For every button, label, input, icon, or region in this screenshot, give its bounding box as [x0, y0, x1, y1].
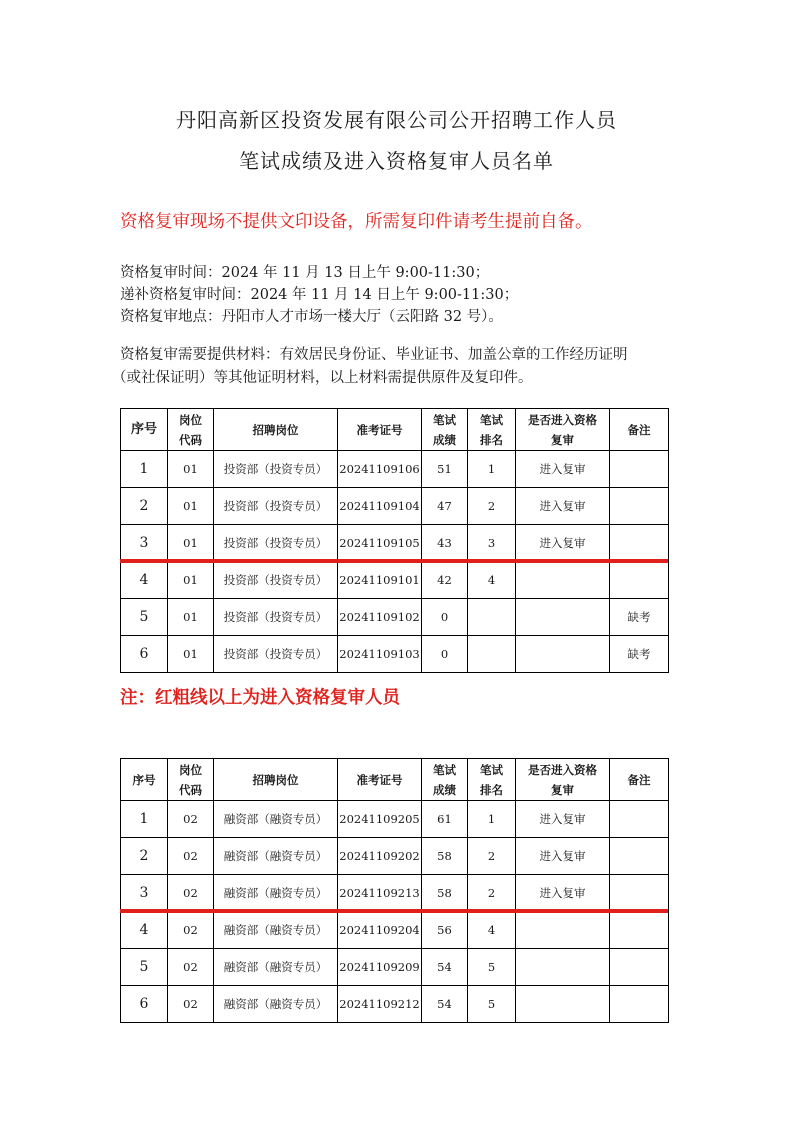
header-code-line1: 岗位 [179, 412, 202, 427]
cell-code: 02 [168, 838, 214, 875]
cell-ticket: 20241109205 [338, 801, 422, 838]
materials-line-1: 资格复审需要提供材料：有效居民身份证、毕业证书、加盖公章的工作经历证明 [120, 347, 628, 363]
cell-position: 投资部（投资专员） [214, 636, 338, 673]
header-rank-line2: 排名 [480, 432, 503, 447]
cell-score: 43 [422, 525, 468, 562]
cell-seq: 1 [121, 801, 168, 838]
table-row [121, 451, 669, 488]
cell-ticket: 20241109204 [338, 912, 422, 949]
cell-code: 02 [168, 986, 214, 1023]
cell-note [610, 986, 669, 1023]
header-score-line1: 笔试 [433, 762, 456, 777]
cell-code: 01 [168, 599, 214, 636]
cell-score: 0 [422, 636, 468, 673]
header-seq: 序号 [121, 409, 168, 451]
cell-seq: 2 [121, 488, 168, 525]
cell-note [610, 562, 669, 599]
table-header-row [121, 409, 669, 451]
cell-code: 02 [168, 949, 214, 986]
table-row [121, 599, 669, 636]
header-score-line1: 笔试 [433, 412, 456, 427]
cell-rank: 4 [468, 562, 516, 599]
table-row [121, 912, 669, 949]
cell-rank: 2 [468, 488, 516, 525]
cell-rank: 5 [468, 986, 516, 1023]
header-note: 备注 [610, 409, 669, 451]
cell-note [610, 488, 669, 525]
header-score [422, 759, 468, 801]
cell-ticket: 20241109101 [338, 562, 422, 599]
cell-position: 投资部（投资专员） [214, 562, 338, 599]
cell-position: 投资部（投资专员） [214, 599, 338, 636]
document-title: 丹阳高新区投资发展有限公司公开招聘工作人员 [176, 108, 617, 132]
review-location: 资格复审地点：丹阳市人才市场一楼大厅（云阳路 32 号）。 [120, 309, 503, 325]
cell-code: 02 [168, 912, 214, 949]
table-row [121, 562, 669, 599]
header-review [516, 759, 610, 801]
cell-score: 58 [422, 875, 468, 912]
cell-code: 01 [168, 562, 214, 599]
review-time: 资格复审时间：2024 年 11 月 13 日上午 9:00-11:30； [120, 265, 490, 281]
header-rank [468, 759, 516, 801]
results-table-financing [120, 758, 669, 1023]
cell-position: 融资部（融资专员） [214, 838, 338, 875]
cell-ticket: 20241109105 [338, 525, 422, 562]
cell-score: 0 [422, 599, 468, 636]
cell-note [610, 912, 669, 949]
cell-ticket: 20241109212 [338, 986, 422, 1023]
header-code [168, 759, 214, 801]
table-row [121, 949, 669, 986]
cell-code: 02 [168, 875, 214, 912]
header-code-line1: 岗位 [179, 762, 202, 777]
table-row [121, 636, 669, 673]
cell-position: 投资部（投资专员） [214, 488, 338, 525]
cell-review [516, 912, 610, 949]
table-row [121, 525, 669, 562]
required-materials [112, 344, 680, 390]
cell-seq: 5 [121, 949, 168, 986]
cell-review: 进入复审 [516, 801, 610, 838]
cell-review [516, 562, 610, 599]
cell-note [610, 875, 669, 912]
cell-position: 融资部（融资专员） [214, 801, 338, 838]
cell-position: 融资部（融资专员） [214, 875, 338, 912]
header-rank-line2: 排名 [480, 782, 503, 797]
cell-note [610, 949, 669, 986]
cell-review: 进入复审 [516, 451, 610, 488]
cell-note [610, 451, 669, 488]
cell-rank: 1 [468, 451, 516, 488]
cell-position: 投资部（投资专员） [214, 451, 338, 488]
cell-score: 56 [422, 912, 468, 949]
cell-review [516, 599, 610, 636]
cell-rank: 3 [468, 525, 516, 562]
cell-ticket: 20241109106 [338, 451, 422, 488]
header-code-line2: 代码 [179, 432, 202, 447]
cell-score: 51 [422, 451, 468, 488]
table-row [121, 875, 669, 912]
header-review [516, 409, 610, 451]
cell-review [516, 986, 610, 1023]
materials-line-2: （或社保证明）等其他证明材料，以上材料需提供原件及复印件。 [112, 370, 533, 386]
cell-ticket: 20241109102 [338, 599, 422, 636]
cell-position: 融资部（融资专员） [214, 949, 338, 986]
cell-note [610, 525, 669, 562]
cell-review: 进入复审 [516, 875, 610, 912]
table-row [121, 986, 669, 1023]
cell-note [610, 838, 669, 875]
cell-ticket: 20241109103 [338, 636, 422, 673]
cell-code: 01 [168, 525, 214, 562]
header-ticket: 准考证号 [338, 759, 422, 801]
header-code-line2: 代码 [179, 782, 202, 797]
header-rank-line1: 笔试 [480, 412, 503, 427]
cell-seq: 4 [121, 562, 168, 599]
header-rank-line1: 笔试 [480, 762, 503, 777]
header-position: 招聘岗位 [214, 759, 338, 801]
table-row [121, 488, 669, 525]
table-header-row [121, 759, 669, 801]
header-review-line2: 复审 [551, 432, 574, 447]
header-seq: 序号 [121, 759, 168, 801]
header-score-line2: 成绩 [433, 432, 456, 447]
cell-rank [468, 599, 516, 636]
cell-seq: 5 [121, 599, 168, 636]
cell-position: 融资部（融资专员） [214, 912, 338, 949]
header-score-line2: 成绩 [433, 782, 456, 797]
cell-score: 54 [422, 986, 468, 1023]
cell-note: 缺考 [610, 636, 669, 673]
cell-review: 进入复审 [516, 525, 610, 562]
cell-seq: 3 [121, 875, 168, 912]
header-review-line1: 是否进入资格 [528, 412, 597, 427]
cell-score: 42 [422, 562, 468, 599]
table-row [121, 838, 669, 875]
cell-seq: 2 [121, 838, 168, 875]
cell-code: 02 [168, 801, 214, 838]
cell-note [610, 801, 669, 838]
cell-code: 01 [168, 451, 214, 488]
cell-note: 缺考 [610, 599, 669, 636]
cell-review [516, 949, 610, 986]
cell-ticket: 20241109209 [338, 949, 422, 986]
cell-rank: 4 [468, 912, 516, 949]
cell-rank: 1 [468, 801, 516, 838]
results-table-investment [120, 408, 669, 673]
cell-seq: 6 [121, 636, 168, 673]
header-position: 招聘岗位 [214, 409, 338, 451]
header-ticket: 准考证号 [338, 409, 422, 451]
cell-seq: 6 [121, 986, 168, 1023]
cell-score: 58 [422, 838, 468, 875]
cell-review [516, 636, 610, 673]
cell-code: 01 [168, 488, 214, 525]
notice-text: 资格复审现场不提供文印设备，所需复印件请考生提前自备。 [120, 212, 593, 232]
header-review-line2: 复审 [551, 782, 574, 797]
header-score [422, 409, 468, 451]
document-subtitle: 笔试成绩及进入资格复审人员名单 [239, 149, 554, 173]
cell-position: 融资部（融资专员） [214, 986, 338, 1023]
makeup-review-time: 递补资格复审时间：2024 年 11 月 14 日上午 9:00-11:30； [120, 287, 519, 303]
cell-rank: 2 [468, 838, 516, 875]
qualification-cutoff-line [120, 559, 668, 563]
qualification-cutoff-line [120, 909, 668, 913]
cell-position: 投资部（投资专员） [214, 525, 338, 562]
cell-rank: 5 [468, 949, 516, 986]
cell-review: 进入复审 [516, 838, 610, 875]
header-code [168, 409, 214, 451]
cell-seq: 4 [121, 912, 168, 949]
header-note: 备注 [610, 759, 669, 801]
cell-ticket: 20241109213 [338, 875, 422, 912]
cell-code: 01 [168, 636, 214, 673]
cell-score: 47 [422, 488, 468, 525]
header-rank [468, 409, 516, 451]
cell-ticket: 20241109202 [338, 838, 422, 875]
footnote-text: 注：红粗线以上为进入资格复审人员 [120, 688, 400, 708]
cell-rank [468, 636, 516, 673]
header-review-line1: 是否进入资格 [528, 762, 597, 777]
cell-score: 54 [422, 949, 468, 986]
table-row [121, 801, 669, 838]
cell-score: 61 [422, 801, 468, 838]
cell-review: 进入复审 [516, 488, 610, 525]
cell-seq: 1 [121, 451, 168, 488]
cell-seq: 3 [121, 525, 168, 562]
cell-rank: 2 [468, 875, 516, 912]
cell-ticket: 20241109104 [338, 488, 422, 525]
